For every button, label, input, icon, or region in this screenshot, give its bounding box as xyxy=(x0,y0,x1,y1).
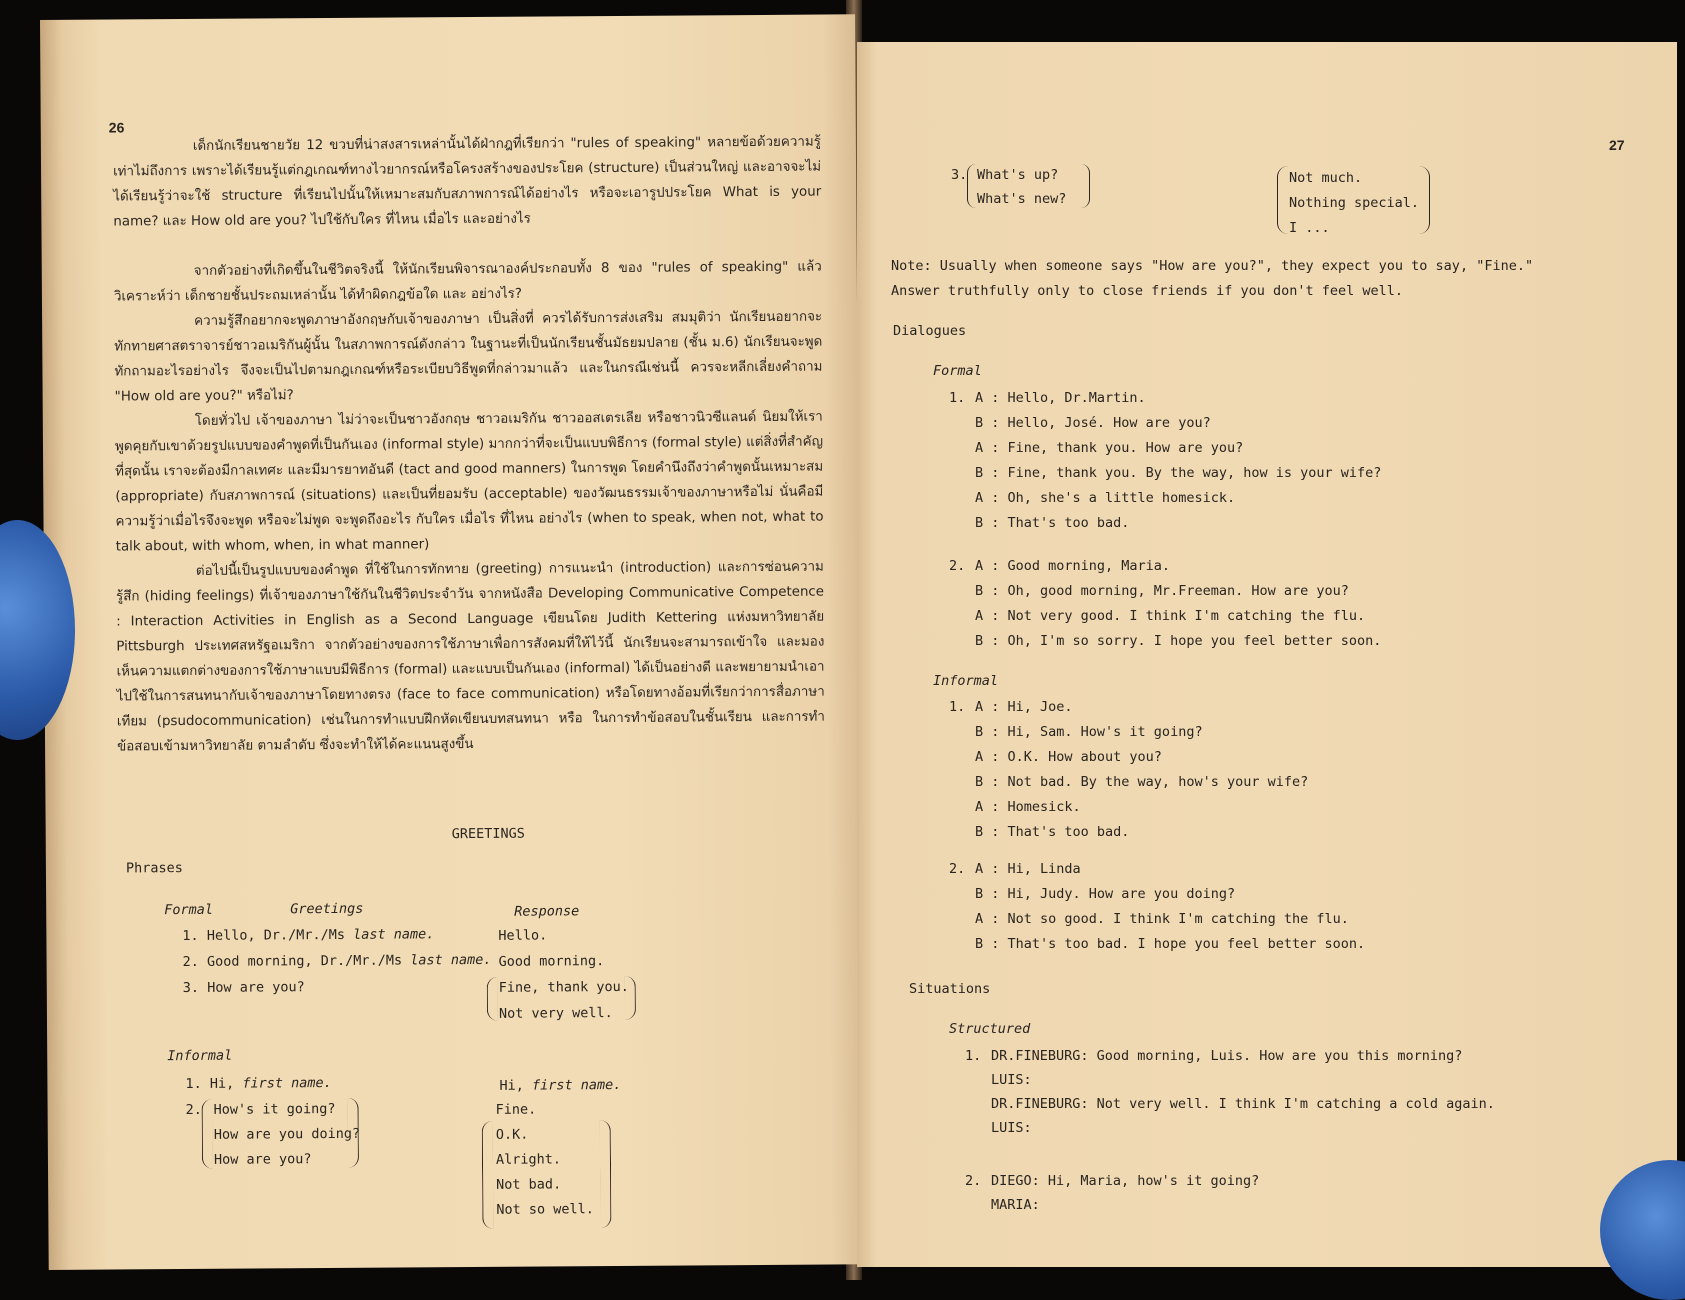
dialogue-number: 1. xyxy=(949,699,966,715)
informal-phrase-1: 1. Hi, first name. xyxy=(185,1074,332,1093)
dialogue-line: A : Hi, Joe. xyxy=(975,699,1073,715)
dialogue-line: B : That's too bad. I hope you feel better soon. xyxy=(975,936,1366,952)
left-brace xyxy=(1277,166,1288,234)
dialogue-line: A : Not very good. I think I'm catching the flu. xyxy=(975,608,1366,624)
right-brace xyxy=(348,1098,359,1168)
page-number: 27 xyxy=(1609,137,1625,153)
situation-line: LUIS: xyxy=(991,1072,1032,1088)
situation-line: LUIS: xyxy=(991,1120,1032,1136)
phrase-3b: What's new? xyxy=(977,191,1067,207)
dialogue-line: B : Oh, good morning, Mr.Freeman. How are you? xyxy=(975,583,1349,599)
paragraph-2: จากตัวอย่างที่เกิดขึ้นในชีวิตจริงนี้ ให้นักเรียนพิจารณาองค์ประกอบทั้ง 8 ของ "rules of speaking" แล้ววิเคราะห์ว่า เด็กชายชั้นประถมเหล่านั้น ได้ทำผิดกฎข้อใด และ อย่างไร? xyxy=(113,259,822,305)
dialogue-line: B : Fine, thank you. By the way, how is your wife? xyxy=(975,465,1382,481)
formal-response-2: Good morning. xyxy=(498,953,605,970)
informal-response-3: O.K. xyxy=(495,1126,529,1143)
left-brace xyxy=(482,1121,494,1229)
formal-phrase-1: 1. Hello, Dr./Mr./Ms last name. xyxy=(182,926,435,945)
formal-label: Formal xyxy=(164,901,214,919)
dialogues-label: Dialogues xyxy=(893,323,967,339)
right-brace xyxy=(1081,164,1090,208)
situation-line: MARIA: xyxy=(991,1197,1040,1213)
structured-label: Structured xyxy=(949,1021,1031,1037)
left-brace xyxy=(202,1099,213,1169)
note-line-1: Note: Usually when someone says "How are you?", they expect you to say, "Fine." xyxy=(891,258,1534,274)
informal-label: Informal xyxy=(167,1047,233,1065)
dialogue-line: A : Hello, Dr.Martin. xyxy=(975,390,1146,406)
situation-line: DR.FINEBURG: Not very well. I think I'm catching a cold again. xyxy=(991,1096,1495,1112)
dialogue-line: A : Homesick. xyxy=(975,799,1081,815)
right-brace xyxy=(625,976,636,1020)
paragraph-4: โดยทั่วไป เจ้าของภาษา ไม่ว่าจะเป็นชาวอังกฤษ ชาวอเมริกัน ชาวออสเตรเลีย หรือชาวนิวซีแลนด์ นิยมให้เราพูดคุยกับเขาด้วยรูปแบบของคำพูดที่เป็นกันเอง (informal style) มากกว่าที่จะเป็นแบบพิธีการ (formal style) แต่สิ่งที่สำคัญที่สุดนั้น เราจะต้องมีกาลเทศะ และมีมารยาทอันดี (tact and good manners) ในการพูด โดยคำนึงถึงว่าคำพูดนั้นเหมาะสม (appropriate) กับสภาพการณ์ (situations) และเป็นที่ยอมรับ (acceptable) ของวัฒนธรรมเจ้าของภาษาหรือไม่ นั่นคือมีความรู้ว่าเมื่อไรจึงจะพูด หรือจะไม่พูด จะพูดถึงอะไร กับใคร เมื่อไร ที่ไหน อย่างไร (when to speak, when not, what to talk about, with whom, when, in what manner) xyxy=(114,409,824,555)
paragraph-5: ต่อไปนี้เป็นรูปแบบของคำพูด ที่ใช้ในการทักทาย (greeting) การแนะนำ (introduction) และการซ่อนความรู้สึก (hiding feelings) ที่เจ้าของภาษาใช้กันในชีวิตประจำวัน จากหนังสือ Developing Communicative Competence : Interaction Activities in English as a Second Language เขียนโดย Judith Kettering แห่งมหาวิทยาลัย Pittsburgh ประเทศสหรัฐอเมริกา จากตัวอย่างของการใช้ภาษาเพื่อการสังคมที่ให้ไว้นี้ นักเรียนจะสามารถเข้าใจ และมองเห็นความแตกต่างของการใช้ภาษาแบบมีพิธีการ (formal) และแบบเป็นกันเอง (informal) ได้เป็นอย่างดี และพยายามนำเอาไปใช้ในการสนทนากับเจ้าของภาษาโดยทางตรง (face to face communication) หรือโดยทางอ้อมที่เรียกว่าการสื่อภาษาเทียม (psudocommunication) เช่นในการทำแบบฝึกหัดเขียนบทสนทนา หรือ ในการทำข้อสอบในชั้นเรียน และการทำข้อสอบเข้ามหาวิทยาลัย ตามลำดับ ซึ่งจะทำให้ได้คะแนนสูงขึ้น xyxy=(115,559,825,755)
situation-number: 1. xyxy=(965,1048,982,1064)
situation-line: DR.FINEBURG: Good morning, Luis. How are you this morning? xyxy=(991,1048,1463,1064)
formal-phrase-2: 2. Good morning, Dr./Mr./Ms last name. xyxy=(182,951,492,971)
phrase-3-number: 3. xyxy=(951,167,968,183)
response-column-header: Response xyxy=(514,903,580,920)
page-number: 26 xyxy=(108,119,125,136)
phrase-3-response-1: Not much. xyxy=(1289,170,1363,186)
informal-phrase-2a: How's it going? xyxy=(213,1100,336,1118)
informal-response-4: Alright. xyxy=(495,1151,562,1168)
paragraph-1: เด็กนักเรียนชายวัย 12 ขวบที่น่าสงสารเหล่านั้นได้ฝ่ากฎที่เรียกว่า "rules of speaking" หลายข้อด้วยความรู้เท่าไม่ถึงการ เพราะได้เรียนรู้แต่กฎเกณฑ์ทางไวยากรณ์หรือโครงสร้างของประโยค (structure) เป็นส่วนใหญ่ และอาจจะไม่ได้เรียนรู้ว่าจะใช้ structure ที่เรียนไปนั้นให้เหมาะสมกับสภาพการณ์ได้อย่างไร หรือจะเอารูปประโยค What is your name? และ How old are you? ไปใช้กับใคร ที่ไหน เมื่อไร และอย่างไร xyxy=(113,134,822,230)
left-brace xyxy=(967,164,976,208)
phrase-3a: What's up? xyxy=(977,167,1059,183)
dialogue-number: 1. xyxy=(949,390,966,406)
left-page xyxy=(40,14,864,1270)
right-page xyxy=(857,42,1677,1267)
dialogue-line: B : That's too bad. xyxy=(975,515,1130,531)
formal-response-1: Hello. xyxy=(498,927,548,944)
phrases-label: Phrases xyxy=(125,860,183,877)
formal-response-4: Not very well. xyxy=(498,1005,613,1022)
formal-response-3: Fine, thank you. xyxy=(498,978,629,996)
greetings-title: GREETINGS xyxy=(451,825,525,843)
informal-phrase-2b: How are you doing? xyxy=(213,1125,361,1143)
dialogue-line: B : Not bad. By the way, how's your wife? xyxy=(975,774,1309,790)
dialogue-line: A : Fine, thank you. How are you? xyxy=(975,440,1244,456)
greetings-column-header: Greetings xyxy=(290,900,364,918)
note-line-2: Answer truthfully only to close friends if you don't feel well. xyxy=(891,283,1404,299)
dialogue-line: B : Hi, Judy. How are you doing? xyxy=(975,886,1236,902)
dialogue-line: A : O.K. How about you? xyxy=(975,749,1162,765)
phrase-3-response-3: I ... xyxy=(1289,220,1330,236)
paragraph-3: ความรู้สึกอยากจะพูดภาษาอังกฤษกับเจ้าของภาษา เป็นสิ่งที่ ควรได้รับการส่งเสริม สมมุติว่า นักเรียนอยากจะทักทายศาสตราจารย์ชาวอเมริกันผู้นั้น ในสภาพการณ์ดังกล่าว ในฐานะที่เป็นนักเรียนชั้นมัธยมปลาย (ชั้น ม.6) นักเรียนจะพูดทักถามอะไรอย่างไร จึงจะเป็นไปตามกฎเกณฑ์หรือระเบียบวิธีพูดที่กล่าวมาแล้ว และในกรณีเช่นนี้ ควรจะหลีกเลี่ยงคำถาม "How old are you?" หรือไม่? xyxy=(114,309,823,405)
formal-phrase-3: 3. How are you? xyxy=(182,979,305,997)
informal-response-5: Not bad. xyxy=(496,1176,562,1193)
dialogue-line: B : Oh, I'm so sorry. I hope you feel better soon. xyxy=(975,633,1382,649)
dialogue-number: 2. xyxy=(949,558,966,574)
situation-number: 2. xyxy=(965,1173,982,1189)
situation-line: DIEGO: Hi, Maria, how's it going? xyxy=(991,1173,1260,1189)
informal-phrase-2-number: 2. xyxy=(185,1101,202,1119)
dialogue-line: A : Oh, she's a little homesick. xyxy=(975,490,1236,506)
dialogue-line: B : Hi, Sam. How's it going? xyxy=(975,724,1203,740)
left-brace xyxy=(487,977,498,1021)
dialogue-line: A : Not so good. I think I'm catching the flu. xyxy=(975,911,1349,927)
dialogue-line: A : Hi, Linda xyxy=(975,861,1081,877)
informal-response-1: Hi, first name. xyxy=(499,1076,622,1094)
informal-phrase-2c: How are you? xyxy=(213,1151,312,1168)
dialogue-line: B : Hello, José. How are you? xyxy=(975,415,1211,431)
informal-response-2: Fine. xyxy=(495,1101,537,1118)
dialogue-line: B : That's too bad. xyxy=(975,824,1130,840)
right-brace xyxy=(600,1120,612,1228)
right-brace xyxy=(1419,166,1430,234)
phrase-3-response-2: Nothing special. xyxy=(1289,195,1420,211)
situations-label: Situations xyxy=(909,981,991,997)
formal-dialogues-label: Formal xyxy=(933,363,982,379)
dialogue-number: 2. xyxy=(949,861,966,877)
informal-response-6: Not so well. xyxy=(496,1201,594,1218)
dialogue-line: A : Good morning, Maria. xyxy=(975,558,1171,574)
informal-dialogues-label: Informal xyxy=(933,673,999,689)
